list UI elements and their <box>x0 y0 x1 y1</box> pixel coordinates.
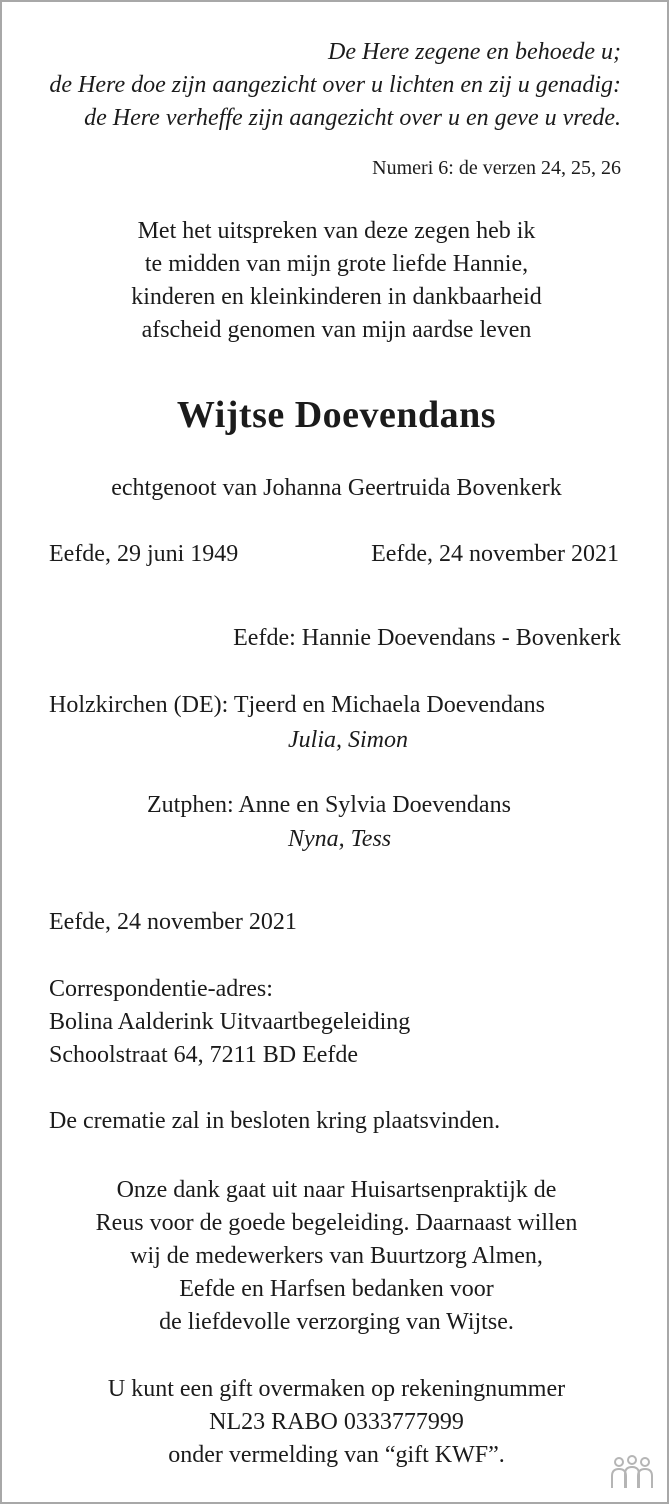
family-member-line: Eefde: Hannie Doevendans - Bovenkerk <box>233 625 621 651</box>
address-line: Bolina Aalderink Uitvaartbegeleiding <box>49 1009 411 1035</box>
thanks-line: wij de medewerkers van Buurtzorg Almen, <box>130 1243 543 1269</box>
gift-text <box>2 1373 669 1472</box>
intro-line: te midden van mijn grote liefde Hannie, <box>144 251 529 277</box>
deceased-name: Wijtse Doevendans <box>176 394 497 436</box>
thanks-line: Eefde en Harfsen bedanken voor <box>179 1276 494 1302</box>
intro-text <box>2 215 669 347</box>
bible-verse <box>49 36 621 135</box>
intro-line: Met het uitspreken van deze zegen heb ik <box>137 218 536 244</box>
birth-date: Eefde, 29 juni 1949 <box>49 541 239 567</box>
intro-line: kinderen en kleinkinderen in dankbaarheid <box>131 284 542 310</box>
gift-line: onder vermelding van “gift KWF”. <box>168 1442 505 1468</box>
thanks-line: de liefdevolle verzorging van Wijtse. <box>159 1309 514 1335</box>
verse-line: De Here zegene en behoede u; <box>328 39 621 65</box>
thanks-line: Reus voor de goede begeleiding. Daarnaast willen <box>95 1210 578 1236</box>
family-member-line: Holzkirchen (DE): Tjeerd en Michaela Doevendans <box>49 692 546 718</box>
cremation-notice: De crematie zal in besloten kring plaatsvinden. <box>49 1108 501 1134</box>
intro-line: afscheid genomen van mijn aardse leven <box>141 317 532 343</box>
place-and-date: Eefde, 24 november 2021 <box>49 909 297 935</box>
correspondence-address <box>49 973 410 1072</box>
gift-line: U kunt een gift overmaken op rekeningnummer <box>107 1376 566 1402</box>
thanks-text <box>2 1174 669 1339</box>
family-member-line: Zutphen: Anne en Sylvia Doevendans <box>147 792 511 818</box>
death-date: Eefde, 24 november 2021 <box>371 541 619 567</box>
grandchildren-names: Julia, Simon <box>288 727 408 753</box>
gift-line: NL23 RABO 0333777999 <box>209 1409 464 1435</box>
people-group-icon <box>609 1454 655 1490</box>
thanks-line: Onze dank gaat uit naar Huisartsenpraktijk de <box>116 1177 557 1203</box>
verse-reference: Numeri 6: de verzen 24, 25, 26 <box>372 157 621 179</box>
verse-line: de Here verheffe zijn aangezicht over u en geve u vrede. <box>84 105 621 131</box>
verse-line: de Here doe zijn aangezicht over u lichten en zij u genadig: <box>49 72 621 98</box>
address-line: Schoolstraat 64, 7211 BD Eefde <box>49 1042 359 1068</box>
address-line: Correspondentie-adres: <box>49 976 273 1002</box>
spouse-line: echtgenoot van Johanna Geertruida Bovenkerk <box>111 475 562 501</box>
grandchildren-names: Nyna, Tess <box>288 826 392 852</box>
